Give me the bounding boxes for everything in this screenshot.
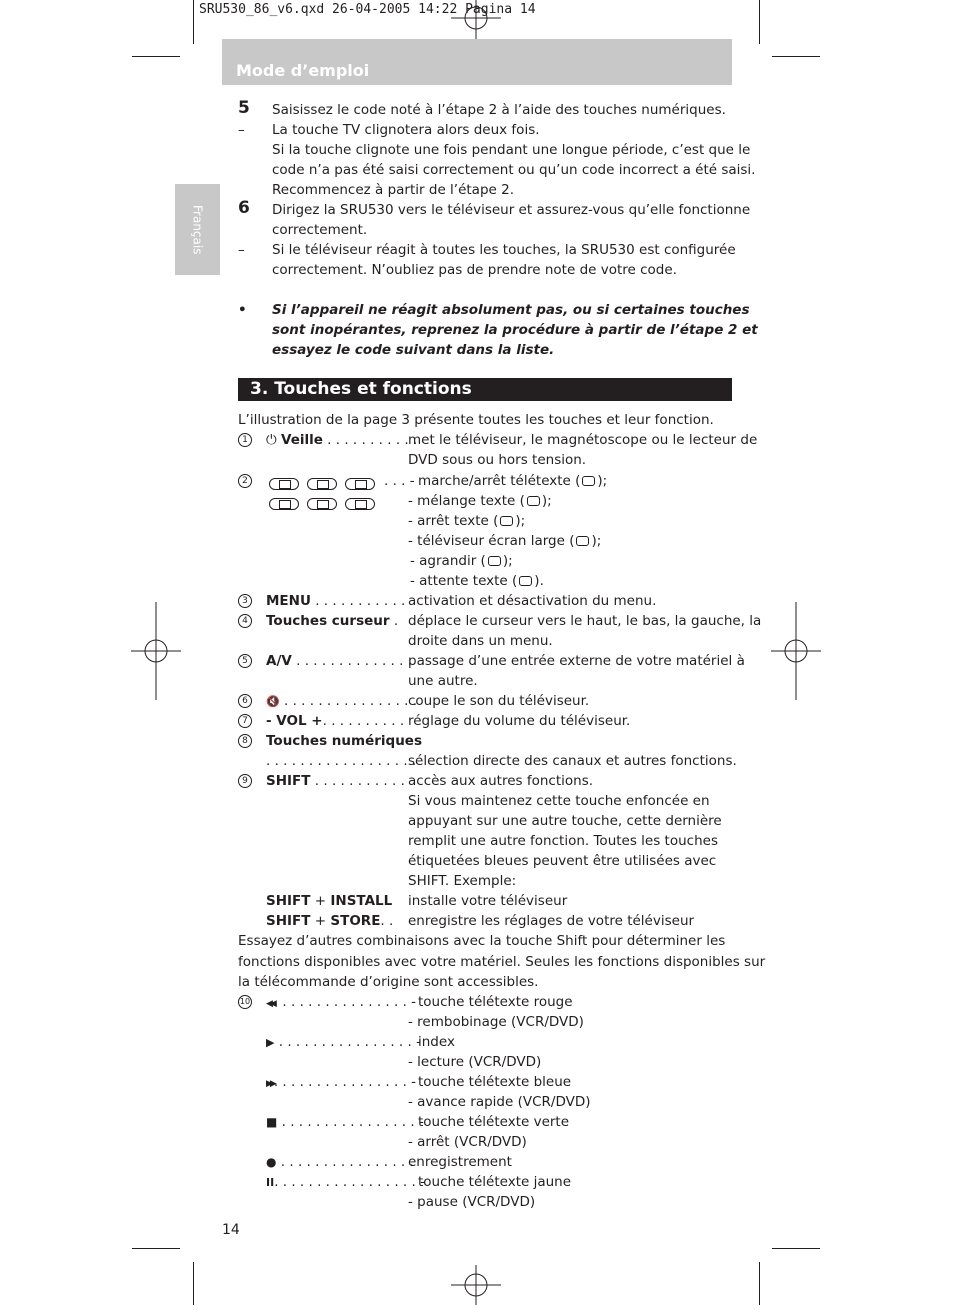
text-off-icon: [500, 516, 513, 526]
key-desc: une autre.: [408, 673, 478, 689]
item-number: 7: [238, 714, 252, 728]
combo-row: SHIFT + INSTALL: [266, 893, 393, 909]
key-desc: enregistrement: [408, 1154, 512, 1170]
mix-text-button-icon: [307, 478, 337, 490]
registration-mark-icon: [771, 602, 821, 700]
key-label: MENU: [266, 593, 311, 609]
key-desc: - arrêt (VCR/DVD): [408, 1134, 527, 1150]
leader-dots: . . . . . . . . . . . . . . . . -: [273, 1074, 417, 1090]
shift-note: la télécommande d’origine sont accessibles.: [238, 974, 539, 990]
key-desc: SHIFT. Exemple:: [408, 873, 517, 889]
key-row: [266, 1112, 424, 1132]
key-desc: activation et désactivation du menu.: [408, 593, 657, 609]
note-text: Si l’appareil ne réagit absolument pas, ou si certaines touches: [272, 302, 750, 318]
key-desc: remplit une autre fonction. Toutes les touches: [408, 833, 718, 849]
note-text: essayez le code suivant dans la liste.: [272, 342, 555, 358]
key-row: [266, 1072, 416, 1094]
step-text: Dirigez la SRU530 vers le téléviseur et assurez-vous qu’elle fonctionne: [272, 202, 751, 218]
step-text: Si le téléviseur réagit à toutes les touches, la SRU530 est configurée: [272, 242, 736, 258]
key-desc: met le téléviseur, le magnétoscope ou le lecteur de: [408, 432, 758, 448]
key-desc: - attente texte ( ).: [410, 573, 544, 589]
key-desc: touche télétexte jaune: [418, 1174, 572, 1190]
key-label: Touches numériques: [266, 733, 423, 749]
key-label: A/V: [266, 653, 292, 669]
page-number: 14: [222, 1222, 240, 1238]
crop-mark: [759, 1262, 760, 1305]
key-label: Veille: [280, 432, 323, 448]
key-row: [266, 591, 405, 611]
key-desc: - mélange texte ( );: [408, 493, 552, 509]
key-label: Touches curseur: [266, 613, 390, 629]
record-icon: ●: [266, 1155, 277, 1169]
leader-dots: . . . . . . . . . . . . . . . . . .: [266, 753, 417, 769]
key-desc: enregistre les réglages de votre téléviseur: [408, 913, 695, 929]
key-desc: appuyant sur une autre touche, cette dernière: [408, 813, 722, 829]
play-icon: ▶: [266, 1036, 275, 1049]
crop-mark: [132, 1248, 180, 1249]
key-row: [266, 651, 412, 671]
language-tab-label: Français: [190, 204, 205, 255]
mix-icon: [527, 496, 540, 506]
item-number: 5: [238, 654, 252, 668]
key-row: [266, 771, 405, 791]
key-label: SHIFT: [266, 773, 311, 789]
item-number: 6: [238, 694, 252, 708]
crop-mark: [193, 1262, 194, 1305]
key-row: [266, 1032, 421, 1053]
registration-mark-icon: [451, 1260, 501, 1310]
registration-mark-icon: [131, 602, 181, 700]
item-number: 1: [238, 433, 252, 447]
leader-dots: . . . . . . . . . . . . . . . . . -: [274, 1174, 425, 1190]
key-row: [266, 1152, 414, 1172]
key-desc: - pause (VCR/DVD): [408, 1194, 536, 1210]
step-text: Si la touche clignote une fois pendant une longue période, c’est que le: [272, 142, 751, 158]
key-label: - VOL +: [266, 713, 323, 729]
key-row: [266, 430, 417, 450]
key-desc: étiquetées bleues peuvent être utilisées avec: [408, 853, 717, 869]
note-text: sont inopérantes, reprenez la procédure à partir de l’étape 2 et: [272, 322, 758, 338]
step-text: correctement. N’oubliez pas de prendre note de votre code.: [272, 262, 677, 278]
widescreen-button-icon: [269, 498, 299, 510]
key-desc: droite dans un menu.: [408, 633, 553, 649]
key-row: [266, 611, 398, 631]
step-text: La touche TV clignotera alors deux fois.: [272, 122, 540, 138]
combo-row: SHIFT + STORE. .: [266, 913, 394, 929]
leader-dots: . . . . . . . . . . . . . . . . -: [273, 994, 417, 1010]
widescreen-icon: [576, 536, 589, 546]
leader-dots: . . . -: [384, 473, 415, 489]
item-number: 4: [238, 614, 252, 628]
fast-forward-icon: ▶▶: [266, 1079, 274, 1089]
leader-dots: . . . . . . . . . . .: [310, 773, 405, 789]
leader-dots: . . . . . . . . . . . . . . . . -: [277, 1114, 424, 1130]
key-row: [266, 691, 417, 712]
enlarge-button-icon: [307, 498, 337, 510]
teletext-icon: [582, 476, 595, 486]
step-dash: –: [238, 122, 245, 138]
header-title: Mode d’emploi: [236, 61, 370, 80]
crop-mark: [759, 0, 760, 44]
step-text: Saisissez le code noté à l’étape 2 à l’aide des touches numériques.: [272, 102, 726, 118]
item-number: 2: [238, 474, 252, 488]
key-desc: - avance rapide (VCR/DVD): [408, 1094, 591, 1110]
key-desc: - arrêt texte ( );: [408, 513, 526, 529]
key-desc: réglage du volume du téléviseur.: [408, 713, 631, 729]
leader-dots: . . . . . . . . . . .: [310, 593, 406, 609]
item-number: 3: [238, 594, 252, 608]
shift-note: fonctions disponibles avec votre matériel. Seules les fonctions disponibles sur: [238, 954, 766, 970]
step-number: 6: [238, 198, 250, 218]
stop-icon: ■: [266, 1115, 278, 1129]
key-desc: installe votre téléviseur: [408, 893, 568, 909]
key-desc: index: [418, 1034, 455, 1050]
key-row: [266, 992, 416, 1014]
item-number: 8: [238, 734, 252, 748]
shift-note: Essayez d’autres combinaisons avec la touche Shift pour déterminer les: [238, 933, 726, 949]
step-text: correctement.: [272, 222, 368, 238]
hold-icon: [519, 576, 532, 586]
text-off-button-icon: [345, 478, 375, 490]
key-desc: accès aux autres fonctions.: [408, 773, 594, 789]
key-desc: coupe le son du téléviseur.: [408, 693, 590, 709]
note-bullet: •: [238, 302, 247, 318]
section-intro: L’illustration de la page 3 présente toutes les touches et leur fonction.: [238, 412, 714, 428]
key-desc: - rembobinage (VCR/DVD): [408, 1014, 584, 1030]
key-desc: - agrandir ( );: [410, 553, 513, 569]
pause-icon: II: [266, 1176, 275, 1189]
item-number: 9: [238, 774, 252, 788]
enlarge-icon: [488, 556, 501, 566]
print-slug: SRU530_86_v6.qxd 26-04-2005 14:22 Pagina 14: [199, 2, 536, 17]
step-number: 5: [238, 98, 250, 118]
leader-dots: . . . . . . . . . . . . . . . . -: [274, 1034, 421, 1050]
key-desc: déplace le curseur vers le haut, le bas, la gauche, la: [408, 613, 762, 629]
key-desc: marche/arrêt télétexte ( );: [418, 473, 608, 489]
item-number: 10: [238, 995, 252, 1009]
crop-mark: [772, 56, 820, 57]
rewind-icon: ◀◀: [266, 999, 274, 1009]
key-desc: Si vous maintenez cette touche enfoncée en: [408, 793, 710, 809]
key-row: [266, 711, 404, 731]
hold-text-button-icon: [345, 498, 375, 510]
key-desc: - lecture (VCR/DVD): [408, 1054, 542, 1070]
power-icon: ⏻: [266, 432, 277, 448]
leader-dots: . . . . . . . . . .: [322, 713, 405, 729]
leader-dots: . . . . . . . . . . . . . .: [291, 653, 412, 669]
key-desc: touche télétexte bleue: [418, 1074, 572, 1090]
leader-dots: . . . . . . . . . . .: [322, 432, 418, 448]
step-text: Recommencez à partir de l’étape 2.: [272, 182, 514, 198]
crop-mark: [193, 0, 194, 44]
key-desc: touche télétexte verte: [418, 1114, 570, 1130]
leader-dots: . . . . . . . . . . . . . . . .: [276, 1154, 414, 1170]
crop-mark: [132, 56, 180, 57]
teletext-on-button-icon: [269, 478, 299, 490]
section-title: 3. Touches et fonctions: [250, 379, 472, 399]
key-row: [266, 1172, 425, 1193]
leader-dots: .: [389, 613, 399, 629]
key-desc: DVD sous ou hors tension.: [408, 452, 587, 468]
key-desc: touche télétexte rouge: [418, 994, 573, 1010]
key-desc: - téléviseur écran large ( );: [408, 533, 602, 549]
mute-icon: 🔇: [266, 695, 280, 708]
key-desc: passage d’une entrée externe de votre matériel à: [408, 653, 745, 669]
step-text: code n’a pas été saisi correctement ou qu’un code incorrect a été saisi.: [272, 162, 756, 178]
key-desc: sélection directe des canaux et autres fonctions.: [408, 753, 737, 769]
step-dash: –: [238, 242, 245, 258]
crop-mark: [772, 1248, 820, 1249]
leader-dots: . . . . . . . . . . . . . . . .: [279, 693, 418, 709]
